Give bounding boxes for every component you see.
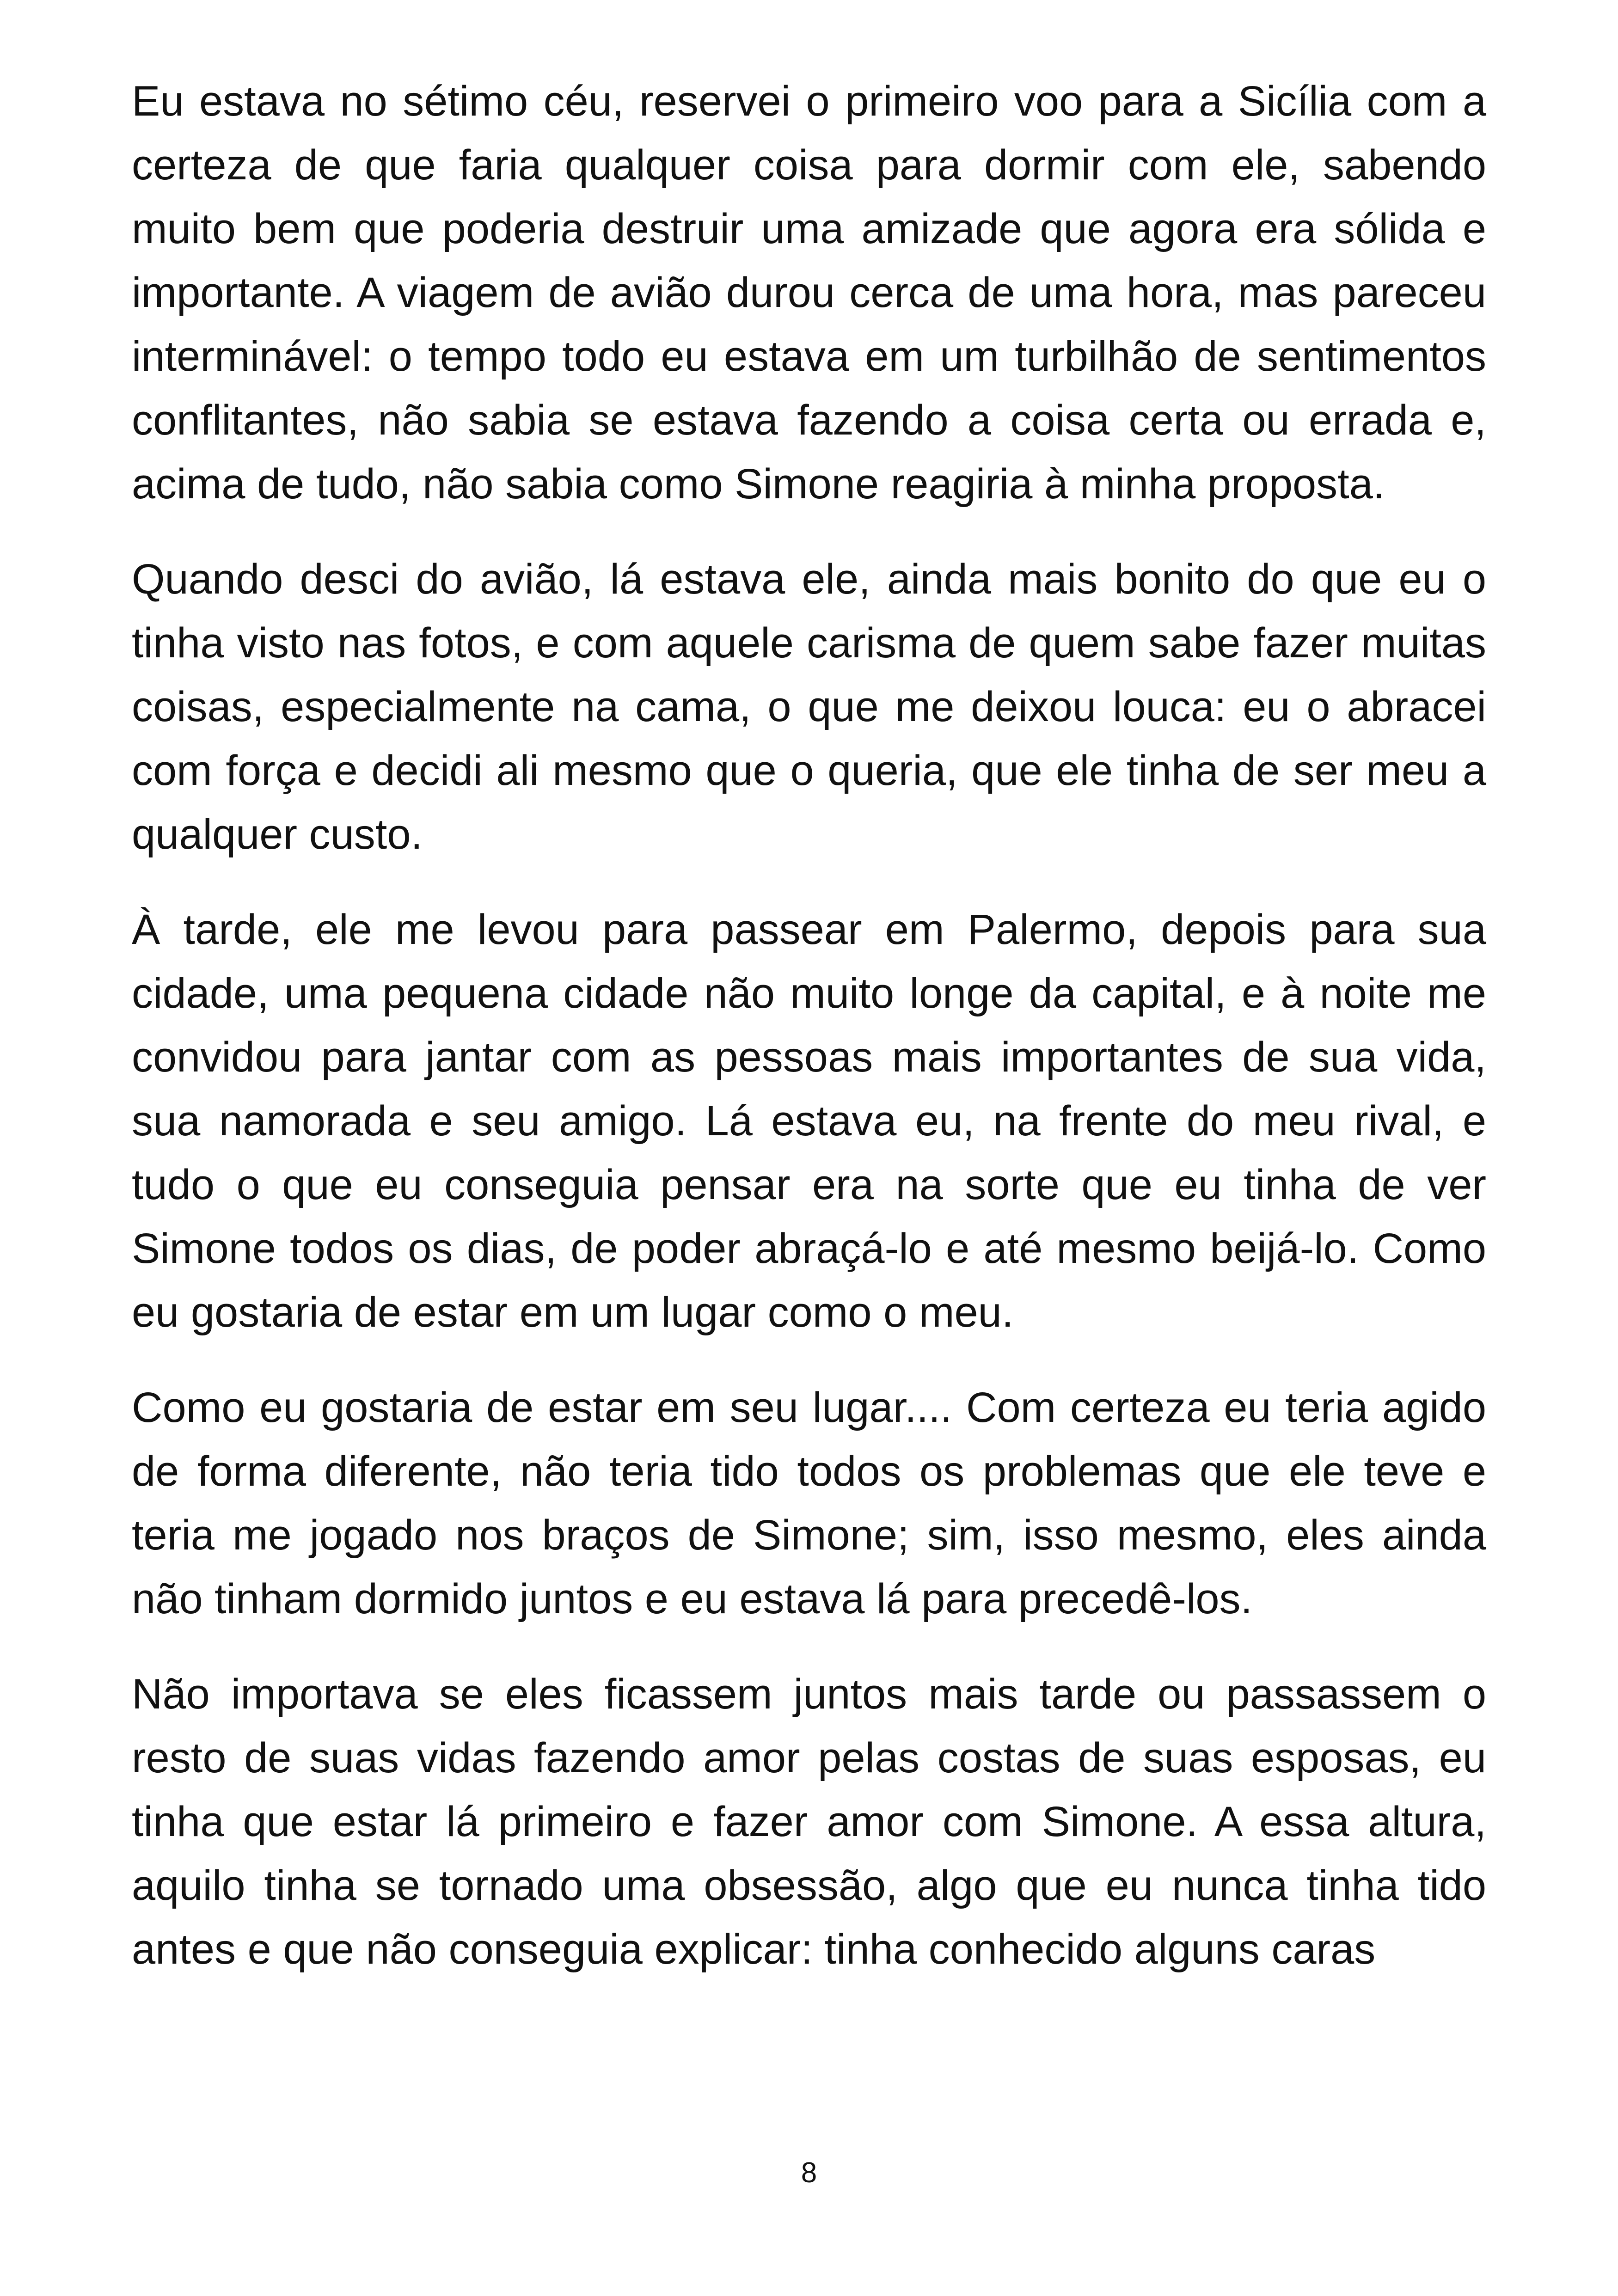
paragraph-4: Como eu gostaria de estar em seu lugar.... Com certeza eu teria agido de forma diferente, não teria tido todos os problemas que ele teve e teria me jogado nos braços de Simone; sim, isso mesmo, eles ainda não tinham dormido juntos e eu estava lá para precedê-los. (132, 1384, 1486, 1623)
paragraph-5: Não importava se eles ficassem juntos mais tarde ou passassem o resto de suas vidas fazendo amor pelas costas de suas esposas, eu tinha que estar lá primeiro e fazer amor com Simone. A essa altura, aquilo tinha se tornado uma obsessão, algo que eu nunca tinha tido antes e que não conseguia explicar: tinha conhecido alguns caras (132, 1671, 1486, 1973)
paragraph-2: Quando desci do avião, lá estava ele, ainda mais bonito do que eu o tinha visto nas fotos, e com aquele carisma de quem sabe fazer muitas coisas, especialmente na cama, o que me deixou louca: eu o abracei com força e decidi ali mesmo que o queria, que ele tinha de ser meu a qualquer custo. (132, 556, 1486, 858)
paragraph-1: Eu estava no sétimo céu, reservei o primeiro voo para a Sicília com a certeza de que faria qualquer coisa para dormir com ele, sabendo muito bem que poderia destruir uma amizade que agora era sólida e importante. A viagem de avião durou cerca de uma hora, mas pareceu interminável: o tempo todo eu estava em um turbilhão de sentimentos conflitantes, não sabia se estava fazendo a coisa certa ou errada e, acima de tudo, não sabia como Simone reagiria à minha proposta. (132, 78, 1486, 508)
body-text (132, 69, 1486, 2013)
page-number: 8 (801, 2157, 817, 2189)
paragraph-3: À tarde, ele me levou para passear em Palermo, depois para sua cidade, uma pequena cidade não muito longe da capital, e à noite me convidou para jantar com as pessoas mais importantes de sua vida, sua namorada e seu amigo. Lá estava eu, na frente do meu rival, e tudo o que eu conseguia pensar era na sorte que eu tinha de ver Simone todos os dias, de poder abraçá-lo e até mesmo beijá-lo. Como eu gostaria de estar em um lugar como o meu. (132, 906, 1486, 1336)
